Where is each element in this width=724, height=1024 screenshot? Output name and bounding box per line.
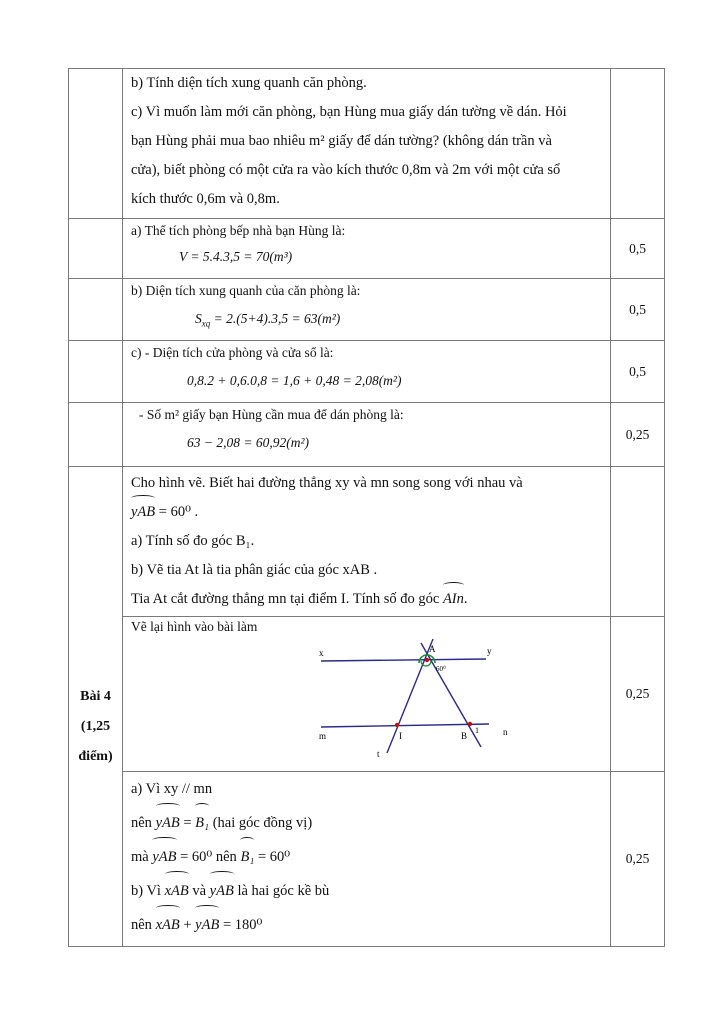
angle-xab: xAB [165,874,189,908]
problem-line [123,498,610,527]
bai4-problem-cell [123,467,611,617]
solution-text: = 60⁰ [257,849,291,865]
problem-line: Cho hình vẽ. Biết hai đường thẳng xy và mn song song với nhau và [131,475,523,491]
answer-cell [123,341,611,403]
answer-formula: V = 5.4.3,5 = 70(m³) [179,249,293,264]
solution-text: = 180⁰ [222,917,263,933]
label-angle: 60⁰ [436,665,446,673]
formula-rest: = 2.(5+4).3,5 = 63(m²) [213,311,341,326]
answer-formula [123,301,610,334]
angle-b1: B₁ [195,806,209,840]
answer-label: c) - Diện tích cửa phòng và cửa sổ là: [131,345,334,360]
solution-text: mà [131,849,149,865]
angle-value: = 60⁰ . [158,504,199,520]
figure-cell [123,617,611,772]
solution-text: là hai góc kề bù [237,883,330,899]
angle-yab: yAB [195,908,219,942]
solution-line [123,806,610,840]
problem-line: b) Vẽ tia At là tia phân giác của góc xAB . [131,562,378,578]
answer-formula: 0,8.2 + 0,6.0,8 = 1,6 + 0,48 = 2,08(m²) [187,373,402,388]
angle-yab: yAB [156,806,180,840]
problem-line: bạn Hùng phải mua bao nhiêu m² giấy để dán tường? (không dán trần và [131,133,552,149]
geometry-figure [291,629,508,759]
problem-line: cửa), biết phòng có một cửa ra vào kích thước 0,8m và 2m với một cửa sổ [131,162,561,178]
empty-cell [69,219,123,279]
solution-text: và [192,883,207,899]
empty-cell [69,403,123,467]
score-cell: 0,5 [611,341,665,403]
label-b: B [461,731,468,741]
label-t: t [377,749,380,759]
solution-line [123,772,610,806]
score-cell: 0,5 [611,279,665,341]
answer-label: a) Thể tích phòng bếp nhà bạn Hùng là: [131,223,346,238]
solution-text: + [183,917,192,933]
formula-symbol: S [195,311,202,326]
empty-score-cell [611,467,665,617]
label-m: m [319,731,327,741]
problem-line [123,585,610,616]
bai4-label-cell [69,467,123,947]
point-b [468,722,472,726]
solution-text: = [183,815,192,831]
spacer [429,629,491,749]
score-cell: 0,25 [611,772,665,947]
solution-table [68,68,665,947]
answer-row-d [69,403,665,467]
solution-line [123,908,610,946]
angle-yab: yAB [131,498,155,527]
formula-subscript: xq [201,318,211,329]
bai4-title: Bài 4 [80,688,111,704]
label-i: I [399,731,402,741]
bai4-unit: điểm) [78,748,113,764]
figure-caption: Vẽ lại hình vào bài làm [131,619,258,634]
angle-yab: yAB [152,840,176,874]
problem-continued-row [69,69,665,219]
problem-line: c) Vì muốn làm mới căn phòng, bạn Hùng mua giấy dán tường về dán. Hỏi [131,104,567,120]
solution-text: a) Vì xy // mn [131,781,213,797]
angle-b1: B₁ [240,840,254,874]
solution-text: (hai góc đồng vị) [212,815,313,831]
empty-cell [69,279,123,341]
solution-text: = 60⁰ nên [180,849,237,865]
problem-text-cell [123,69,611,219]
score-cell: 0,25 [611,617,665,772]
bai4-figure-row [69,617,665,772]
point-a [425,658,429,662]
answer-cell [123,403,611,467]
line-xy [321,659,486,661]
ray-at [387,639,433,753]
angle-ain: AIn [443,585,464,614]
angle-yab: yAB [210,874,234,908]
problem-line: b) Tính diện tích xung quanh căn phòng. [131,75,367,91]
solution-line [123,840,610,874]
empty-score-cell [611,69,665,219]
label-n: n [503,727,508,737]
line-mn [321,724,489,727]
bai4-solution-row [69,772,665,947]
score-cell: 0,5 [611,219,665,279]
label-one: 1 [475,726,479,735]
bai4-points: (1,25 [80,718,111,734]
solution-text: b) Vì [131,883,161,899]
answer-row-b [69,279,665,341]
solution-text: nên [131,917,152,933]
solution-line [123,874,610,908]
point-i [395,723,399,727]
answer-label: - Số m² giấy bạn Hùng cần mua để dán phòng là: [139,407,404,422]
label-a: A [429,644,436,654]
answer-cell [123,279,611,341]
solution-text: nên [131,815,152,831]
problem-line: kích thước 0,6m và 0,8m. [131,191,280,207]
empty-cell [69,341,123,403]
answer-row-c [69,341,665,403]
answer-formula: 63 − 2,08 = 60,92(m²) [187,435,310,450]
answer-row-a [69,219,665,279]
bai4-problem-row [69,467,665,617]
label-y: y [487,646,492,656]
answer-cell [123,219,611,279]
solution-cell [123,772,611,947]
period: . [463,591,468,607]
angle-xab: xAB [156,908,180,942]
score-cell: 0,25 [611,403,665,467]
answer-label: b) Diện tích xung quanh của căn phòng là: [131,283,361,298]
problem-text: Tia At cắt đường thẳng mn tại điểm I. Tính số đo góc [131,591,440,607]
empty-cell [69,69,123,219]
label-x: x [319,648,324,658]
problem-line: a) Tính số đo góc B₁. [131,533,255,549]
